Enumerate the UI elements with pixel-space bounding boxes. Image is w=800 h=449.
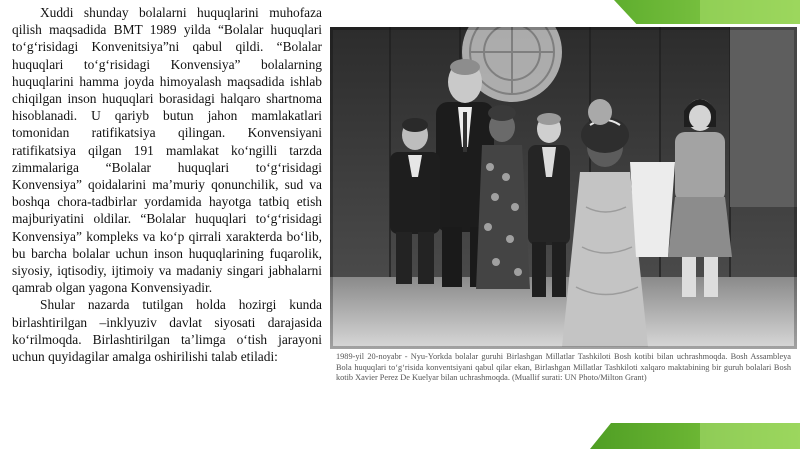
decorative-bottom-bar-highlight (700, 423, 800, 449)
main-text-column (12, 4, 322, 365)
decorative-top-bar-highlight (700, 0, 800, 24)
paragraph-2: Shular nazarda tutilgan holda hozirgi kunda birlashtirilgan –inklyuziv davlat siyosati darajasida ko‘rilmoqda. Birlashtirilgan ta’limga o‘tish jarayoni uchun quyidagilar amalga oshirilishi talab etiladi: (12, 297, 322, 365)
paragraph-1: Xuddi shunday bolalarni huquqlarini muhofaza qilish maqsadida BMT 1989 yilda “Bolalar huquqlari to‘g‘risidagi Konvenitsiya”ni qabul qildi. “Bolalar huquqlari to‘g‘risidagi Konvensiya” bolalarning huquqlarini hamma joyda himoyalash maqsadida ishlab chiqilgan inson huquqlari borasidagi halqaro shartnoma hisoblanadi. U qariyb butun jahon mamlakatlari tomonidan ratifikatsiya qilingan. Konvensiyani ratifikatsiya qilgan 191 mamlakat ko‘ngilli tarzda zimmalariga “Bolalar huquqlari to‘g‘risidagi Konvensiya” qoidalarini ma’muriy qonunchilik, sud va boshqa chora-tadbirlar yordamida hayotga tatbiq etish majburiyatini oldilar. “Bolalar huquqlari to‘g‘risidagi Konvensiya” kompleks va ko‘p qirrali xarakterda bo‘lib, bu barcha bolalar uchun inson huquqlarining fuqarolik, siyosiy, iqtisodiy, ijtimoiy va madaniy singari jabhalarni qamrab olgan yagona Konvensiyadir. (12, 5, 322, 296)
photo-illustration (330, 27, 797, 349)
historical-photo (330, 27, 797, 349)
photo-caption: 1989-yil 20-noyabr - Nyu-Yorkda bolalar guruhi Birlashgan Millatlar Tashkiloti Bosh kotibi bilan uchrashmoqda. Bosh Assambleya Bola huquqlari to‘g‘risida konventsiyani qabul qilar ekan, Birlashgan Millatlar Tashkiloti xalqaro maktabining bir guruh bolalari Bosh kotib Xavier Perez De Kuelyar bilan uchrashmoqda. (Muallif surati: UN Photo/Milton Grant) (336, 352, 791, 383)
wall-light-panel (730, 27, 797, 207)
